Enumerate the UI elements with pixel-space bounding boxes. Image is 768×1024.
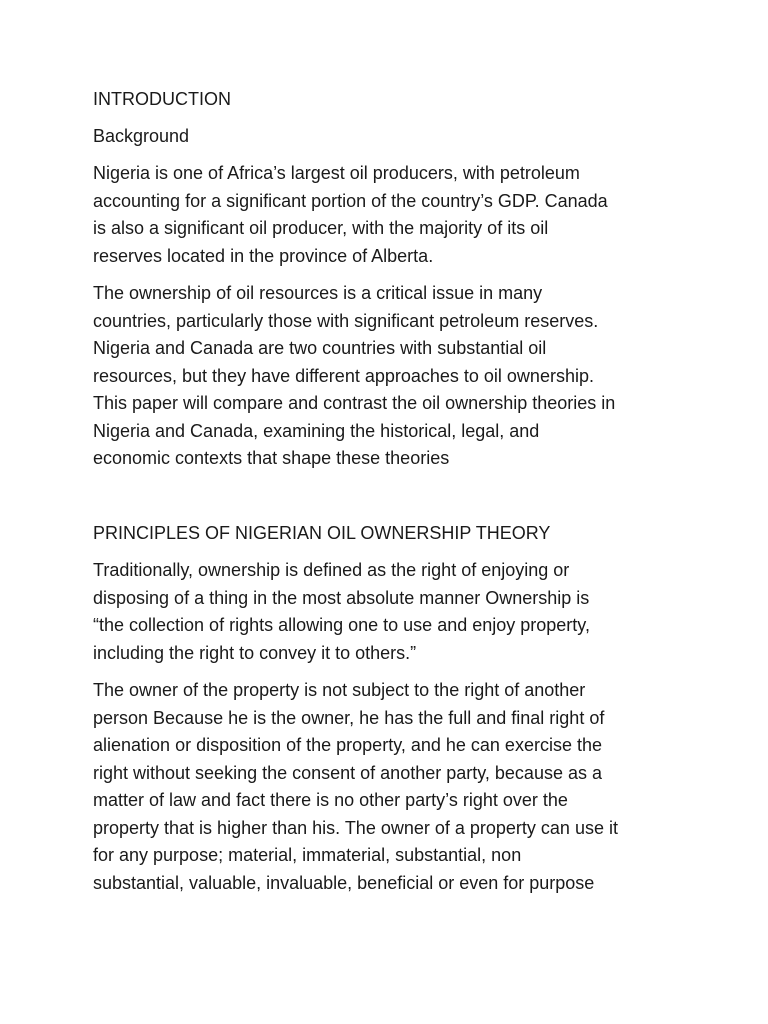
section-heading: PRINCIPLES OF NIGERIAN OIL OWNERSHIP THEORY: [93, 523, 551, 543]
paragraph-line: “the collection of rights allowing one to use and enjoy property,: [93, 615, 590, 635]
paragraph-line: Nigeria is one of Africa’s largest oil producers, with petroleum: [93, 163, 580, 183]
heading-introduction: INTRODUCTION: [93, 89, 231, 109]
paragraph-line: person Because he is the owner, he has the full and final right of: [93, 708, 605, 728]
paragraph-line: for any purpose; material, immaterial, substantial, non: [93, 845, 522, 865]
paragraph-line: countries, particularly those with significant petroleum reserves.: [93, 311, 599, 331]
paragraph-line: The ownership of oil resources is a critical issue in many: [93, 283, 543, 303]
paragraph-line: is also a significant oil producer, with the majority of its oil: [93, 218, 549, 238]
paragraph-line: Traditionally, ownership is defined as the right of enjoying or: [93, 560, 570, 580]
paragraph-line: accounting for a significant portion of the country’s GDP. Canada: [93, 191, 608, 211]
paragraph-line: right without seeking the consent of another party, because as a: [93, 763, 602, 783]
paragraph-line: reserves located in the province of Alberta.: [93, 246, 434, 266]
paragraph-line: Nigeria and Canada, examining the historical, legal, and: [93, 421, 540, 441]
paragraph-line: property that is higher than his. The owner of a property can use it: [93, 818, 618, 838]
paragraph-line: Nigeria and Canada are two countries with substantial oil: [93, 338, 547, 358]
paragraph-line: matter of law and fact there is no other party’s right over the: [93, 790, 568, 810]
paragraph-line: including the right to convey it to others.”: [93, 643, 417, 663]
paragraph-line: disposing of a thing in the most absolute manner Ownership is: [93, 588, 590, 608]
paragraph-line: The owner of the property is not subject to the right of another: [93, 680, 586, 700]
paragraph-line: resources, but they have different approaches to oil ownership.: [93, 366, 594, 386]
subheading-background: Background: [93, 126, 190, 146]
paragraph-line: economic contexts that shape these theories: [93, 448, 450, 468]
paragraph-line: This paper will compare and contrast the oil ownership theories in: [93, 393, 616, 413]
paragraph-line: alienation or disposition of the property, and he can exercise the: [93, 735, 602, 755]
paragraph-line: substantial, valuable, invaluable, beneficial or even for purpose: [93, 873, 595, 893]
